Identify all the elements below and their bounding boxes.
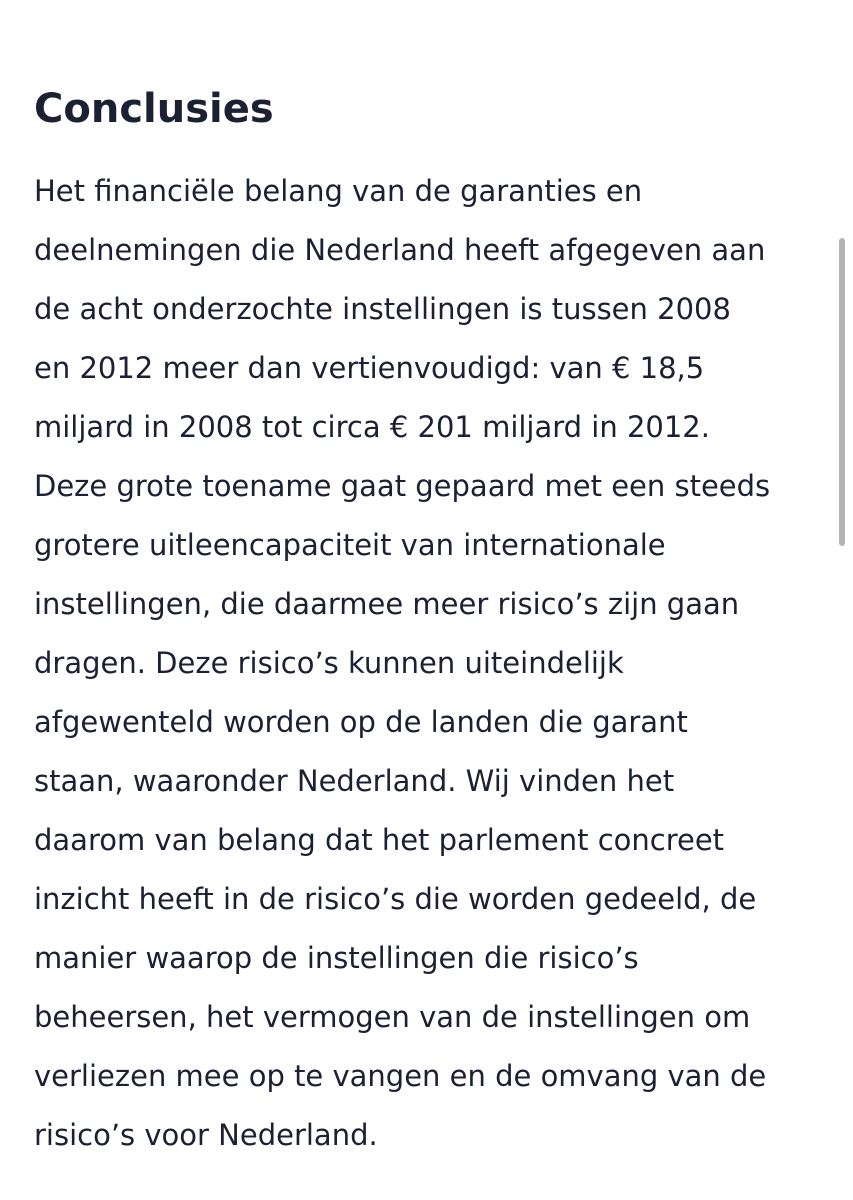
scrollbar-thumb[interactable] xyxy=(839,238,845,546)
paragraph-line: risico’s voor Nederland. xyxy=(34,1118,378,1152)
paragraph-line: de acht onderzochte instellingen is tussen 2008 xyxy=(34,292,731,326)
paragraph-line: Het financiële belang van de garanties en xyxy=(34,174,643,208)
paragraph-line: grotere uitleencapaciteit van internationale xyxy=(34,528,666,562)
paragraph-line: afgewenteld worden op de landen die garant xyxy=(34,705,688,739)
paragraph-line: verliezen mee op te vangen en de omvang van de xyxy=(34,1059,767,1093)
paragraph-line: dragen. Deze risico’s kunnen uiteindelijk xyxy=(34,646,624,680)
paragraph-line: manier waarop de instellingen die risico’s xyxy=(34,941,639,975)
paragraph-line: en 2012 meer dan vertienvoudigd: van € 18,5 xyxy=(34,351,705,385)
paragraph-line: Deze grote toename gaat gepaard met een steeds xyxy=(34,469,771,503)
paragraph-line: beheersen, het vermogen van de instellingen om xyxy=(34,1000,751,1034)
section-heading: Conclusies xyxy=(34,86,274,132)
paragraph-line: daarom van belang dat het parlement concreet xyxy=(34,823,725,857)
paragraph-line: inzicht heeft in de risico’s die worden gedeeld, de xyxy=(34,882,757,916)
paragraph-line: miljard in 2008 tot circa € 201 miljard in 2012. xyxy=(34,410,710,444)
vertical-scrollbar[interactable] xyxy=(837,238,847,546)
paragraph-line: instellingen, die daarmee meer risico’s zijn gaan xyxy=(34,587,740,621)
paragraph-line: deelnemingen die Nederland heeft afgegeven aan xyxy=(34,233,766,267)
paragraph-line: staan, waaronder Nederland. Wij vinden het xyxy=(34,764,675,798)
conclusion-paragraph xyxy=(34,162,824,1165)
